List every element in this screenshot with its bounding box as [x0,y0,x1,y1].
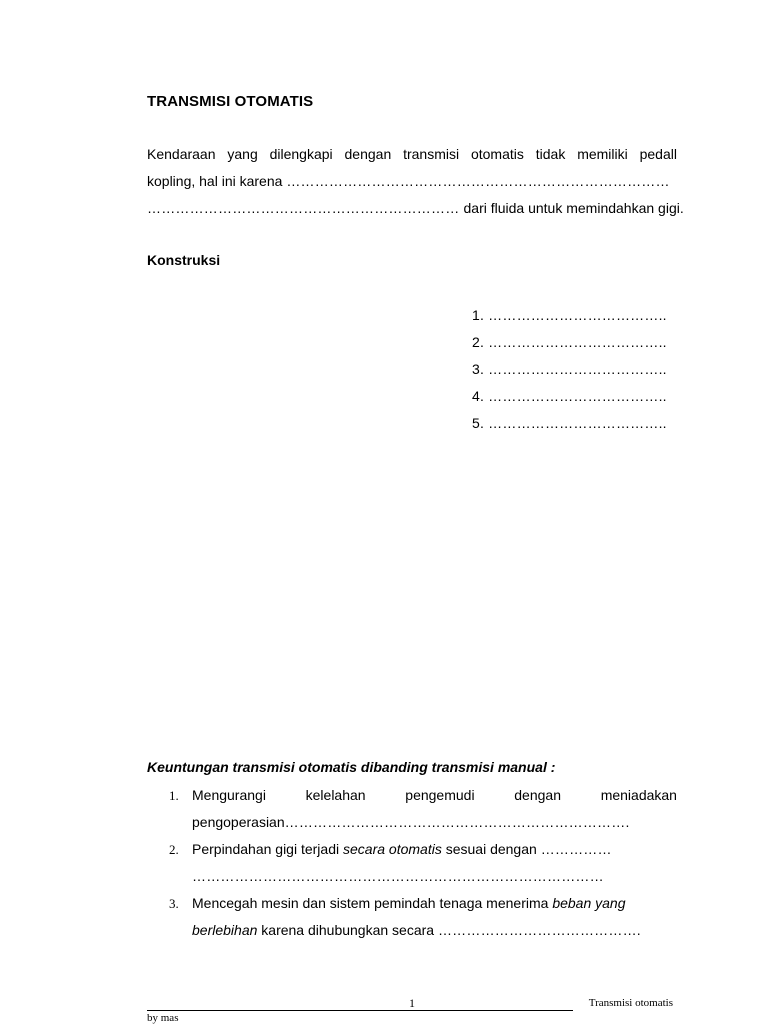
item-emphasis: beban yang [552,895,626,911]
item-text: sesuai dengan [441,841,541,857]
intro-word: tidak [535,146,566,162]
item-number: 3. [169,896,179,911]
intro-word: Kendaraan [147,146,216,162]
intro-line-1 [147,141,677,168]
list-item [147,890,677,944]
item-text: pengoperasian [192,814,285,830]
intro-word: transmisi [403,146,460,162]
item-text: karena dihubungkan secara [257,922,438,938]
footer-doc-title: Transmisi otomatis [588,997,673,1009]
advantages-list [147,782,677,944]
fill-in-blank: ……………………………………………………………………… [286,173,670,189]
intro-word: otomatis [470,146,524,162]
item-word: Mengurangi [192,787,266,803]
fill-in-blank: …………………………………………………………………………… [192,868,604,884]
intro-word: yang [227,146,258,162]
item-word: meniadakan [600,787,677,803]
list-item [147,782,677,836]
item-text: Perpindahan gigi terjadi [192,841,343,857]
item-word: pengemudi [405,787,475,803]
list-item: 5. ……………………………….. [472,415,667,431]
item-number: 2. [169,842,179,857]
intro-word: pedall [639,146,677,162]
page-number: 1 [409,996,415,1010]
item-line [192,782,677,809]
list-item: 3. ……………………………….. [472,361,667,377]
fill-in-blank: ………………………………………………………………. [284,814,630,830]
document-title: TRANSMISI OTOMATIS [147,93,314,110]
fill-in-blank: …………… [540,841,612,857]
fill-in-blank: ………………………………………………………… [147,200,464,216]
item-emphasis: secara otomatis [343,841,442,857]
item-emphasis: berlebihan [192,922,258,938]
item-line [192,890,677,917]
construction-heading: Konstruksi [147,252,221,268]
list-item: 2. ……………………………….. [472,334,667,350]
intro-word: memiliki [577,146,628,162]
item-word: dengan [514,787,561,803]
list-item [147,836,677,890]
intro-paragraph [147,141,684,222]
item-line [192,917,677,944]
footer-rule [147,1010,573,1011]
item-text: Mencegah mesin dan sistem pemindah tenaga menerima [192,895,553,911]
list-item: 4. ……………………………….. [472,388,667,404]
item-line [192,809,677,836]
item-word: kelelahan [305,787,366,803]
intro-line-3 [147,195,684,222]
list-item: 1. ……………………………….. [472,307,667,323]
intro-text: kopling, hal ini karena [147,173,287,189]
intro-text: dari fluida untuk memindahkan gigi. [463,200,684,216]
intro-line-2 [147,168,677,195]
item-number: 1. [169,788,179,803]
fill-in-blank: ……………………………………. [437,922,641,938]
footer-author: by mas [147,1012,179,1024]
item-line [192,836,677,863]
advantages-heading: Keuntungan transmisi otomatis dibanding transmisi manual : [147,759,556,775]
construction-parts-list [472,302,667,437]
item-line [192,863,677,890]
intro-word: dilengkapi [269,146,333,162]
intro-word: dengan [344,146,392,162]
